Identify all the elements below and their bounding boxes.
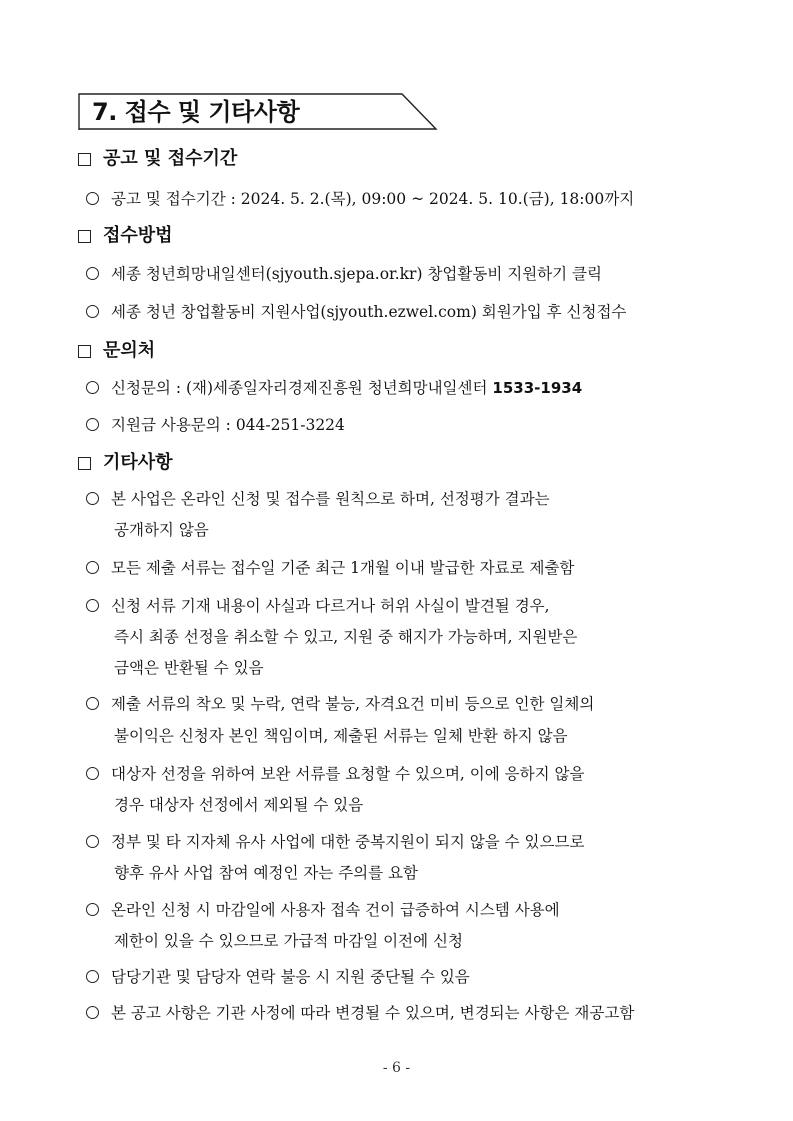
- item-text: 신청문의 : (재)세종일자리경제진흥원 청년희망내일센터: [111, 379, 493, 397]
- item-continuation: 공개하지 않음: [114, 521, 209, 539]
- list-item: [86, 257, 726, 291]
- heading-label: 공고 및 접수기간: [103, 148, 238, 169]
- item-text: 온라인 신청 시 마감일에 사용자 접속 건이 급증하여 시스템 사용에: [111, 901, 560, 919]
- square-bullet-icon: [78, 153, 91, 166]
- heading-label: 기타사항: [103, 452, 173, 473]
- heading-method: [78, 224, 173, 248]
- heading-misc: [78, 451, 173, 475]
- item-text: 대상자 선정을 위하여 보완 서류를 요청할 수 있으며, 이에 응하지 않을: [111, 765, 585, 783]
- square-bullet-icon: [78, 230, 91, 243]
- circle-bullet-icon: [86, 1006, 99, 1019]
- circle-bullet-icon: [86, 767, 99, 780]
- list-item: [86, 408, 726, 442]
- item-text: 본 공고 사항은 기관 사정에 따라 변경될 수 있으며, 변경되는 사항은 재공고함: [111, 1004, 635, 1022]
- circle-bullet-icon: [86, 305, 99, 318]
- section-title: 7. 접수 및 기타사항: [92, 98, 300, 126]
- item-text: 세종 청년희망내일센터(sjyouth.sjepa.or.kr) 창업활동비 지원하기 클릭: [111, 265, 602, 283]
- circle-bullet-icon: [86, 381, 99, 394]
- circle-bullet-icon: [86, 192, 99, 205]
- item-text: 지원금 사용문의 : 044-251-3224: [111, 416, 345, 434]
- item-continuation: 향후 유사 사업 참여 예정인 자는 주의를 요함: [114, 864, 419, 882]
- list-item: [86, 757, 726, 791]
- list-item: [86, 825, 726, 859]
- circle-bullet-icon: [86, 835, 99, 848]
- list-item: [86, 551, 726, 585]
- circle-bullet-icon: [86, 418, 99, 431]
- item-continuation: 경우 대상자 선정에서 제외될 수 있음: [114, 796, 364, 814]
- circle-bullet-icon: [86, 970, 99, 983]
- circle-bullet-icon: [86, 903, 99, 916]
- page-number: - 6 -: [382, 1060, 411, 1076]
- item-text: 공고 및 접수기간 : 2024. 5. 2.(목), 09:00 ~ 2024. 5. 10.(금), 18:00까지: [111, 190, 635, 208]
- list-item: [86, 687, 726, 721]
- list-item: [86, 371, 726, 405]
- heading-label: 문의처: [103, 340, 156, 361]
- section-title-box: [78, 93, 448, 131]
- item-text: 세종 청년 창업활동비 지원사업(sjyouth.ezwel.com) 회원가입 후 신청접수: [111, 303, 627, 321]
- list-item: [86, 996, 726, 1030]
- list-item: [86, 893, 726, 927]
- list-item: [86, 182, 726, 216]
- square-bullet-icon: [78, 457, 91, 470]
- circle-bullet-icon: [86, 599, 99, 612]
- square-bullet-icon: [78, 345, 91, 358]
- item-continuation: 즉시 최종 선정을 취소할 수 있고, 지원 중 해지가 가능하며, 지원받은: [114, 628, 578, 646]
- list-item: [86, 960, 726, 994]
- list-item: [86, 589, 726, 623]
- item-text: 모든 제출 서류는 접수일 기준 최근 1개월 이내 발급한 자료로 제출함: [111, 559, 575, 577]
- heading-period: [78, 147, 237, 171]
- item-text: 정부 및 타 지자체 유사 사업에 대한 중복지원이 되지 않을 수 있으므로: [111, 833, 585, 851]
- circle-bullet-icon: [86, 697, 99, 710]
- item-text: 본 사업은 온라인 신청 및 접수를 원칙으로 하며, 선정평가 결과는: [111, 490, 550, 508]
- heading-contact: [78, 339, 155, 363]
- item-text: 제출 서류의 착오 및 누락, 연락 불능, 자격요건 미비 등으로 인한 일체의: [111, 695, 595, 713]
- circle-bullet-icon: [86, 561, 99, 574]
- item-continuation: 제한이 있을 수 있으므로 가급적 마감일 이전에 신청: [114, 932, 463, 950]
- circle-bullet-icon: [86, 267, 99, 280]
- item-text: 담당기관 및 담당자 연락 불응 시 지원 중단될 수 있음: [111, 968, 470, 986]
- list-item: [86, 295, 726, 329]
- item-continuation: 금액은 반환될 수 있음: [114, 659, 264, 677]
- heading-label: 접수방법: [103, 225, 173, 246]
- item-continuation: 불이익은 신청자 본인 책임이며, 제출된 서류는 일체 반환 하지 않음: [114, 727, 568, 745]
- list-item: [86, 482, 726, 516]
- item-text: 신청 서류 기재 내용이 사실과 다르거나 허위 사실이 발견될 경우,: [111, 597, 550, 615]
- phone-number: 1533-1934: [492, 379, 583, 397]
- circle-bullet-icon: [86, 492, 99, 505]
